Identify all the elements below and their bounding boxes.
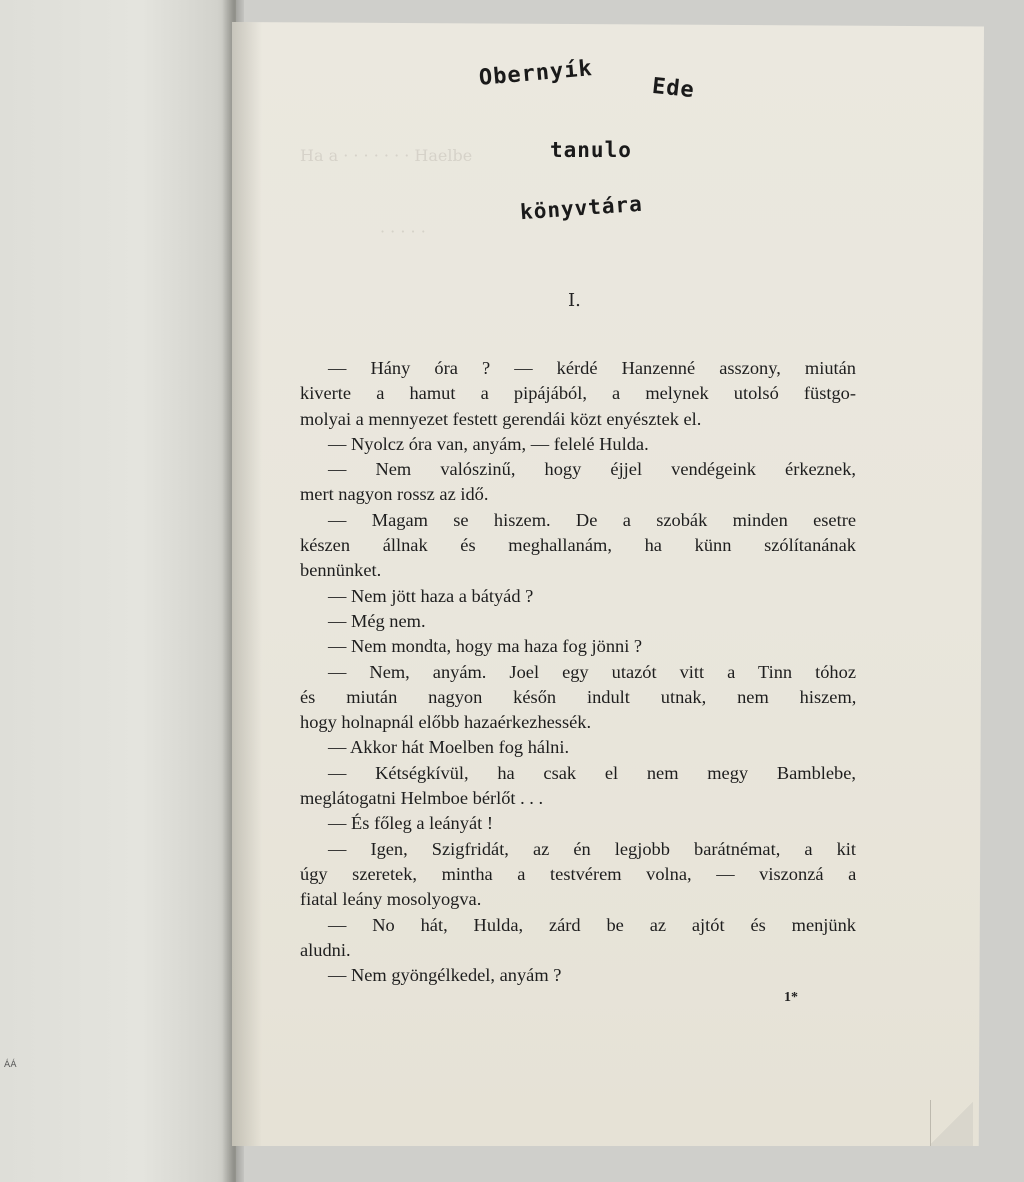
text-line: — Nem, anyám. Joel egy utazót vitt a Tinn tóhoz bbox=[328, 661, 856, 682]
text-line: — Hány óra ? — kérdé Hanzenné asszony, miután bbox=[328, 358, 856, 378]
text-line: — Nem gyöngélkedel, anyám ? bbox=[328, 965, 562, 986]
owner-stamp-surname: Ede bbox=[650, 73, 696, 104]
page-signature: 1* bbox=[784, 990, 798, 1005]
text-line: úgy szeretek, mintha a testvérem volna, — viszonzá a bbox=[300, 863, 857, 884]
owner-stamp-role: tanulo bbox=[550, 138, 632, 162]
text-line: és miután nagyon későn indult utnak, nem hiszem, bbox=[300, 686, 857, 707]
text-line: — No hát, Hulda, zárd be az ajtót és menjünk bbox=[328, 914, 856, 935]
text-line: készen állnak és meghallanám, ha künn szólítanának bbox=[300, 535, 856, 556]
text-line: — Nem mondta, hogy ma haza fog jönni ? bbox=[328, 636, 643, 657]
text-line: — Nyolcz óra van, anyám, — felelé Hulda. bbox=[328, 433, 649, 454]
show-through-text: · · · · · bbox=[380, 222, 426, 241]
chapter-number: I. bbox=[568, 290, 581, 311]
owner-stamp-name: Obernyík bbox=[478, 56, 594, 91]
text-line: — Magam se hiszem. De a szobák minden esetre bbox=[328, 509, 856, 530]
text-line: — Akkor hát Moelben fog hálni. bbox=[328, 737, 570, 758]
text-line: molyai a mennyezet festett gerendái közt enyésztek el. bbox=[300, 408, 702, 429]
text-line: hogy holnapnál előbb hazaérkezhessék. bbox=[300, 712, 592, 733]
text-line: kiverte a hamut a pipájából, a melynek utolsó füstgo- bbox=[300, 383, 856, 404]
text-line: — Nem jött haza a bátyád ? bbox=[328, 585, 534, 606]
text-line: bennünket. bbox=[300, 560, 382, 581]
folded-page-corner bbox=[930, 1100, 973, 1146]
left-page-mark: ÁÁ bbox=[4, 1060, 17, 1070]
body-text bbox=[300, 356, 856, 988]
text-line: — Még nem. bbox=[328, 610, 426, 631]
owner-stamp-library: könyvtára bbox=[519, 191, 644, 225]
text-line: — És főleg a leányát ! bbox=[328, 813, 493, 834]
text-line: fiatal leány mosolyogva. bbox=[300, 889, 482, 910]
text-line: aludni. bbox=[300, 939, 351, 960]
left-facing-page bbox=[0, 0, 236, 1182]
text-line: — Nem valószinű, hogy éjjel vendégeink érkeznek, bbox=[328, 459, 856, 480]
text-line: — Igen, Szigfridát, az én legjobb barátnémat, a kit bbox=[328, 838, 856, 859]
text-line: mert nagyon rossz az idő. bbox=[300, 484, 489, 505]
text-line: — Kétségkívül, ha csak el nem megy Bamblebe, bbox=[328, 762, 856, 783]
text-line: meglátogatni Helmboe bérlőt . . . bbox=[300, 788, 544, 809]
show-through-text: Ha a · · · · · · · Haelbe bbox=[300, 146, 473, 165]
